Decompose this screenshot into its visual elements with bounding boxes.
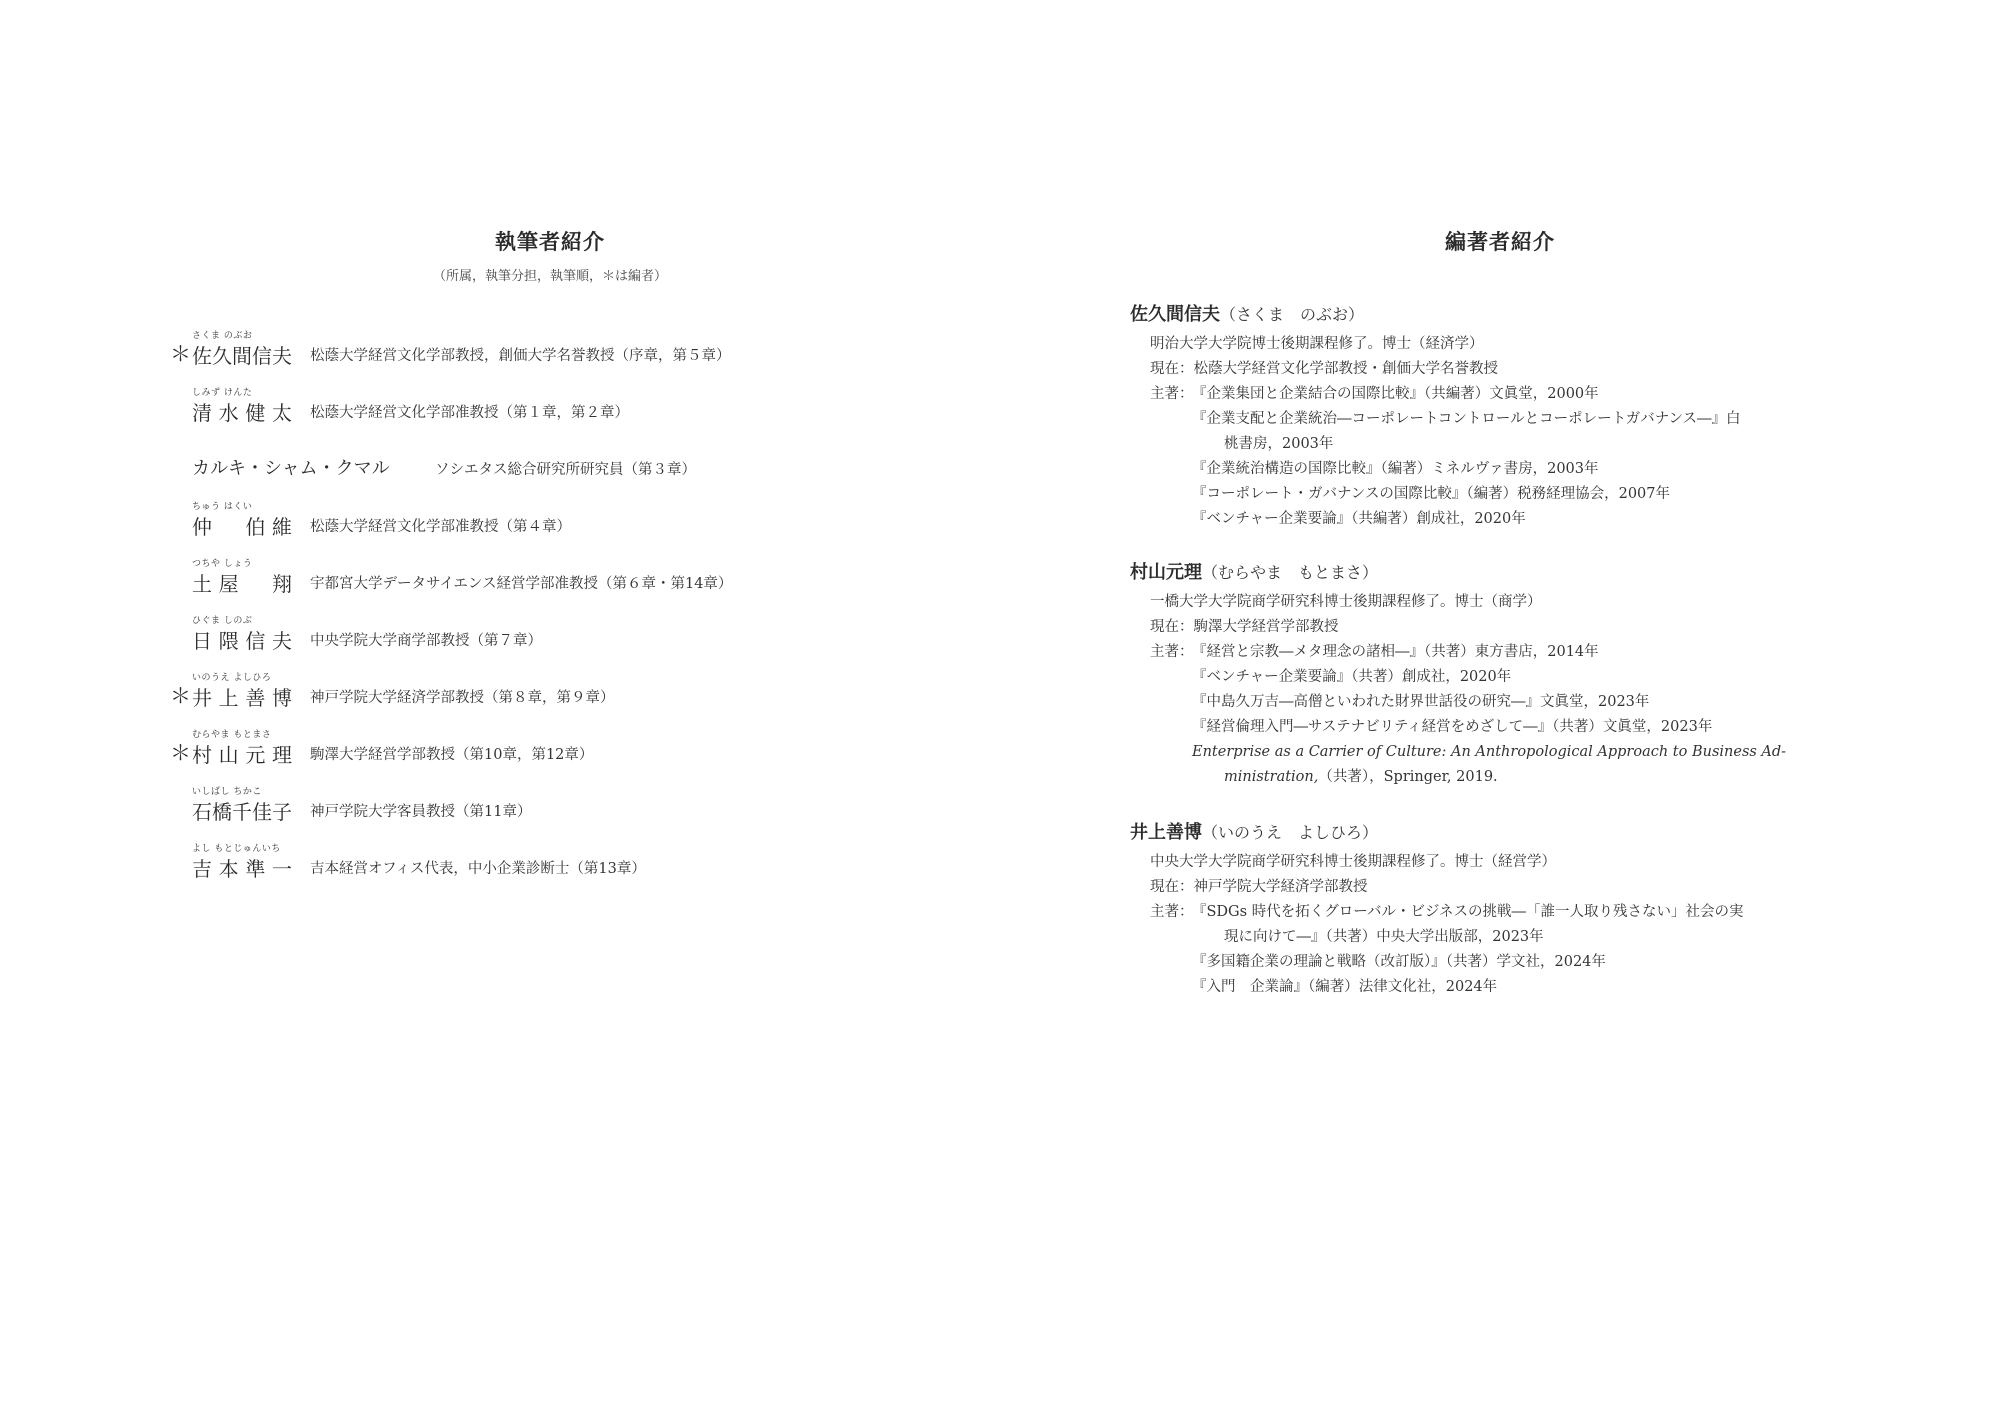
right-page	[1000, 0, 2000, 1414]
editor-degree: 一橋大学大学院商学研究科博士後期課程修了。博士（商学）	[1150, 594, 1542, 610]
contributor-row	[170, 499, 930, 539]
publication: 『企業集団と企業結合の国際比較』（共編著）文眞堂，2000年	[1192, 386, 1599, 402]
editor-name	[1130, 300, 1890, 326]
works-label: 主著：	[1150, 904, 1194, 920]
contributor-name: カルキ・シャム・クマル	[192, 458, 390, 479]
contributors-note: （所属，執筆分担，執筆順，＊は編者）	[432, 269, 667, 284]
contributor-row	[170, 727, 930, 767]
editor-name	[1130, 558, 1890, 584]
editor-name	[1130, 818, 1890, 844]
contributor-affiliation: 駒澤大学経営学部教授（第10章，第12章）	[310, 747, 594, 763]
contributor-row	[170, 670, 930, 710]
contributor-affiliation: 松蔭大学経営文化学部教授，創価大学名誉教授（序章，第５章）	[310, 348, 731, 364]
publication: 『ベンチャー企業要論』（共編著）創成社，2020年	[1192, 511, 1526, 527]
contributor-name: 仲 伯維	[192, 515, 292, 539]
name-reading: いのうえ よしひろ	[192, 673, 272, 683]
editor-entry	[1130, 558, 1890, 790]
contributor-name: 吉本準一	[192, 857, 292, 881]
name-reading: ちゅう はくい	[192, 502, 253, 512]
contributor-name: 佐久間信夫	[192, 344, 292, 368]
publication: 『コーポレート・ガバナンスの国際比較』（編著）税務経理協会，2007年	[1192, 486, 1670, 502]
contributor-affiliation: 吉本経営オフィス代表，中小企業診断士（第13章）	[310, 861, 646, 877]
name-reading: むらやま もとまさ	[192, 730, 272, 740]
contributor-name: 清水健太	[192, 401, 292, 425]
contributor-row	[170, 385, 930, 425]
editor-reading: （むらやま もとまさ）	[1202, 563, 1379, 582]
contributor-name: 土屋 翔	[192, 572, 292, 596]
publication: 『経営倫理入門―サステナビリティ経営をめざして―』（共著）文眞堂，2023年	[1192, 719, 1713, 735]
publication: 『ベンチャー企業要論』（共著）創成社，2020年	[1192, 669, 1512, 685]
editor-name-text: 井上善博	[1130, 822, 1202, 843]
works-label: 主著：	[1150, 386, 1194, 402]
editor-degree: 明治大学大学院博士後期課程修了。博士（経済学）	[1150, 336, 1484, 352]
publication: 『入門 企業論』（編著）法律文化社，2024年	[1192, 979, 1498, 995]
contributor-name: 井上善博	[192, 686, 292, 710]
contributor-affiliation: 神戸学院大学客員教授（第11章）	[310, 804, 532, 820]
contributor-name: 日隈信夫	[192, 629, 292, 653]
editor-current-position: 現在：神戸学院大学経済学部教授	[1150, 879, 1368, 895]
works-label: 主著：	[1150, 644, 1194, 660]
contributor-row	[170, 556, 930, 596]
editor-reading: （さくま のぶお）	[1220, 305, 1365, 324]
publication: 『中島久万吉―高僧といわれた財界世話役の研究―』文眞堂，2023年	[1192, 694, 1650, 710]
publication: 『SDGs 時代を拓くグローバル・ビジネスの挑戦―「誰一人取り残さない」社会の実 現に向けて―』（共著）中央大学出版部，2023年	[1192, 904, 1744, 945]
editor-reading: （いのうえ よしひろ）	[1202, 823, 1379, 842]
contributor-affiliation: 松蔭大学経営文化学部准教授（第４章）	[310, 519, 571, 535]
contributor-row	[170, 328, 930, 368]
editor-current-position: 現在：駒澤大学経営学部教授	[1150, 619, 1339, 635]
publication: Enterprise as a Carrier of Culture: An Anthropological Approach to Business Ad- ministration,（共著），Springer, 2019.	[1192, 744, 1787, 785]
name-reading: さくま のぶお	[192, 331, 253, 341]
editor-degree: 中央大学大学院商学研究科博士後期課程修了。博士（経営学）	[1150, 854, 1556, 870]
name-reading: しみず けんた	[192, 388, 253, 398]
contributors-title: 執筆者紹介	[495, 229, 605, 254]
publication: 『企業統治構造の国際比較』（編著）ミネルヴァ書房，2003年	[1192, 461, 1599, 477]
editor-entry	[1130, 300, 1890, 532]
editor-name-text: 村山元理	[1130, 562, 1202, 583]
contributor-row	[170, 613, 930, 653]
editor-mark: ＊	[170, 342, 191, 366]
publication: 『企業支配と企業統治―コーポレートコントロールとコーポレートガバナンス―』白 桃書房，2003年	[1192, 411, 1741, 452]
publication: 『経営と宗教―メタ理念の諸相―』（共著）東方書店，2014年	[1192, 644, 1599, 660]
contributor-affiliation: 神戸学院大学経済学部教授（第８章，第９章）	[310, 690, 615, 706]
name-reading: よし もとじゅんいち	[192, 844, 281, 854]
editor-entry	[1130, 818, 1890, 1000]
contributor-name: 村山元理	[192, 743, 292, 767]
name-reading: つちや しょう	[192, 559, 253, 569]
name-reading: いしばし ちかこ	[192, 787, 262, 797]
contributor-row	[170, 784, 930, 824]
contributor-affiliation: 宇都宮大学データサイエンス経営学部准教授（第６章・第14章）	[310, 576, 733, 592]
contributor-affiliation: 松蔭大学経営文化学部准教授（第１章，第２章）	[310, 405, 629, 421]
editor-mark: ＊	[170, 741, 191, 765]
contributor-row	[170, 841, 930, 881]
contributor-row	[170, 442, 930, 482]
editors-title: 編著者紹介	[1445, 229, 1555, 254]
contributor-name: 石橋千佳子	[192, 800, 292, 824]
editor-mark: ＊	[170, 684, 191, 708]
contributor-affiliation: 中央学院大学商学部教授（第７章）	[310, 633, 542, 649]
editor-name-text: 佐久間信夫	[1130, 304, 1220, 325]
name-reading: ひぐま しのぶ	[192, 616, 253, 626]
publication: 『多国籍企業の理論と戦略（改訂版）』（共著）学文社，2024年	[1192, 954, 1606, 970]
contributor-affiliation: ソシエタス総合研究所研究員（第３章）	[435, 462, 696, 478]
editor-current-position: 現在：松蔭大学経営文化学部教授・創価大学名誉教授	[1150, 361, 1498, 377]
